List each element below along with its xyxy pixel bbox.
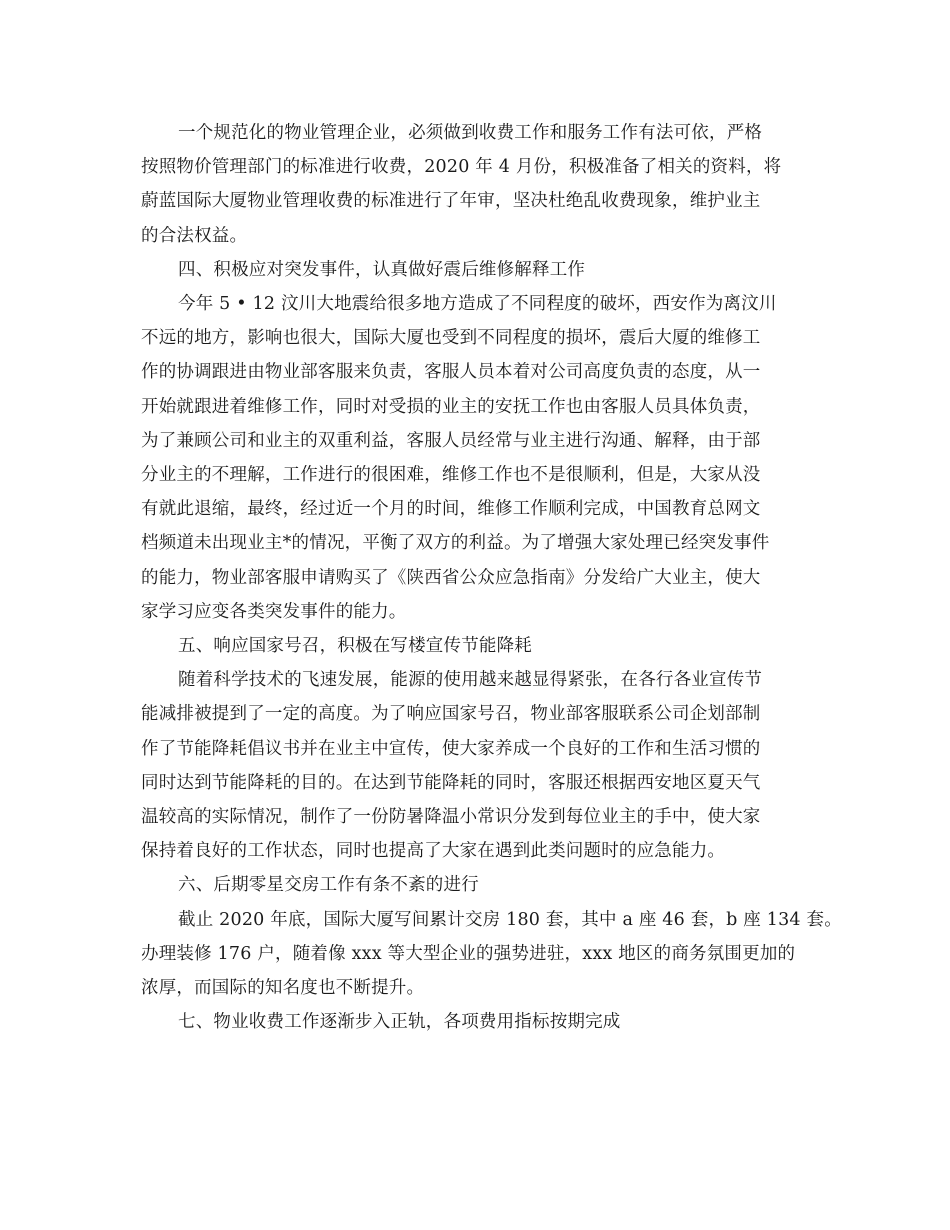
text-line: 作的协调跟进由物业部客服来负责，客服人员本着对公司高度负责的态度，从一 xyxy=(141,362,761,383)
paragraph-energy-saving xyxy=(141,663,811,868)
text-line: 今年 5 • 12 汶川大地震给很多地方造成了不同程度的破坏，西安作为离汶川 xyxy=(178,294,777,315)
text-line: 同时达到节能降耗的目的。在达到节能降耗的同时，客服还根据西安地区夏天气 xyxy=(141,772,761,793)
text-line: 浓厚，而国际的知名度也不断提升。 xyxy=(141,978,425,999)
text-line: 为了兼顾公司和业主的双重利益，客服人员经常与业主进行沟通、解释，由于部 xyxy=(141,430,761,451)
heading-line: 七、物业收费工作逐渐步入正轨，各项费用指标按期完成 xyxy=(178,1012,621,1033)
heading-line: 四、积极应对突发事件，认真做好震后维修解释工作 xyxy=(178,259,586,280)
text-line: 开始就跟进着维修工作，同时对受损的业主的安抚工作也由客服人员具体负责， xyxy=(141,396,761,417)
text-line: 家学习应变各类突发事件的能力。 xyxy=(141,601,407,622)
section-heading-4 xyxy=(141,253,811,287)
section-heading-7 xyxy=(141,1005,811,1039)
paragraph-housing-handover xyxy=(141,903,842,1006)
heading-line: 六、后期零星交房工作有条不紊的进行 xyxy=(178,875,479,896)
text-line: 能减排被提到了一定的高度。为了响应国家号召，物业部客服联系公司企划部制 xyxy=(141,704,761,725)
section-heading-6 xyxy=(141,868,811,902)
text-line: 分业主的不理解，工作进行的很困难，维修工作也不是很顺利，但是，大家从没 xyxy=(141,465,761,486)
text-line: 的能力，物业部客服申请购买了《陕西省公众应急指南》分发给广大业主，使大 xyxy=(141,567,761,588)
text-line: 保持着良好的工作状态，同时也提高了大家在遇到此类问题时的应急能力。 xyxy=(141,841,726,862)
paragraph-earthquake-repair xyxy=(141,287,811,629)
text-line: 一个规范化的物业管理企业，必须做到收费工作和服务工作有法可依，严格 xyxy=(178,123,763,143)
text-line: 档频道未出现业主*的情况，平衡了双方的利益。为了增强大家处理已经突发事件 xyxy=(141,533,770,554)
section-heading-5 xyxy=(141,629,811,663)
document-body xyxy=(141,116,842,1039)
text-line: 不远的地方，影响也很大，国际大厦也受到不同程度的损坏，震后大厦的维修工 xyxy=(141,328,761,349)
text-line: 办理装修 176 户，随着像 xxx 等大型企业的强势进驻，xxx 地区的商务氛围更加的 xyxy=(141,943,796,964)
text-line: 随着科学技术的飞速发展，能源的使用越来越显得紧张，在各行各业宣传节 xyxy=(178,670,763,691)
text-line: 按照物价管理部门的标准进行收费，2020 年 4 月份，积极准备了相关的资料，将 xyxy=(141,157,782,178)
text-line: 的合法权益。 xyxy=(141,225,248,246)
text-line: 温较高的实际情况，制作了一份防暑降温小常识分发到每位业主的手中，使大家 xyxy=(141,807,761,828)
paragraph-fee-standards xyxy=(141,116,811,253)
heading-line: 五、响应国家号召，积极在写楼宣传节能降耗 xyxy=(178,636,532,657)
text-line: 截止 2020 年底，国际大厦写间累计交房 180 套，其中 a 座 46 套，b 座 134 套。 xyxy=(178,909,842,930)
text-line: 有就此退缩，最终，经过近一个月的时间，维修工作顺利完成，中国教育总网文 xyxy=(141,499,761,520)
text-line: 蔚蓝国际大厦物业管理收费的标准进行了年审，坚决杜绝乱收费现象，维护业主 xyxy=(141,191,761,212)
text-line: 作了节能降耗倡议书并在业主中宣传，使大家养成一个良好的工作和生活习惯的 xyxy=(141,738,761,759)
